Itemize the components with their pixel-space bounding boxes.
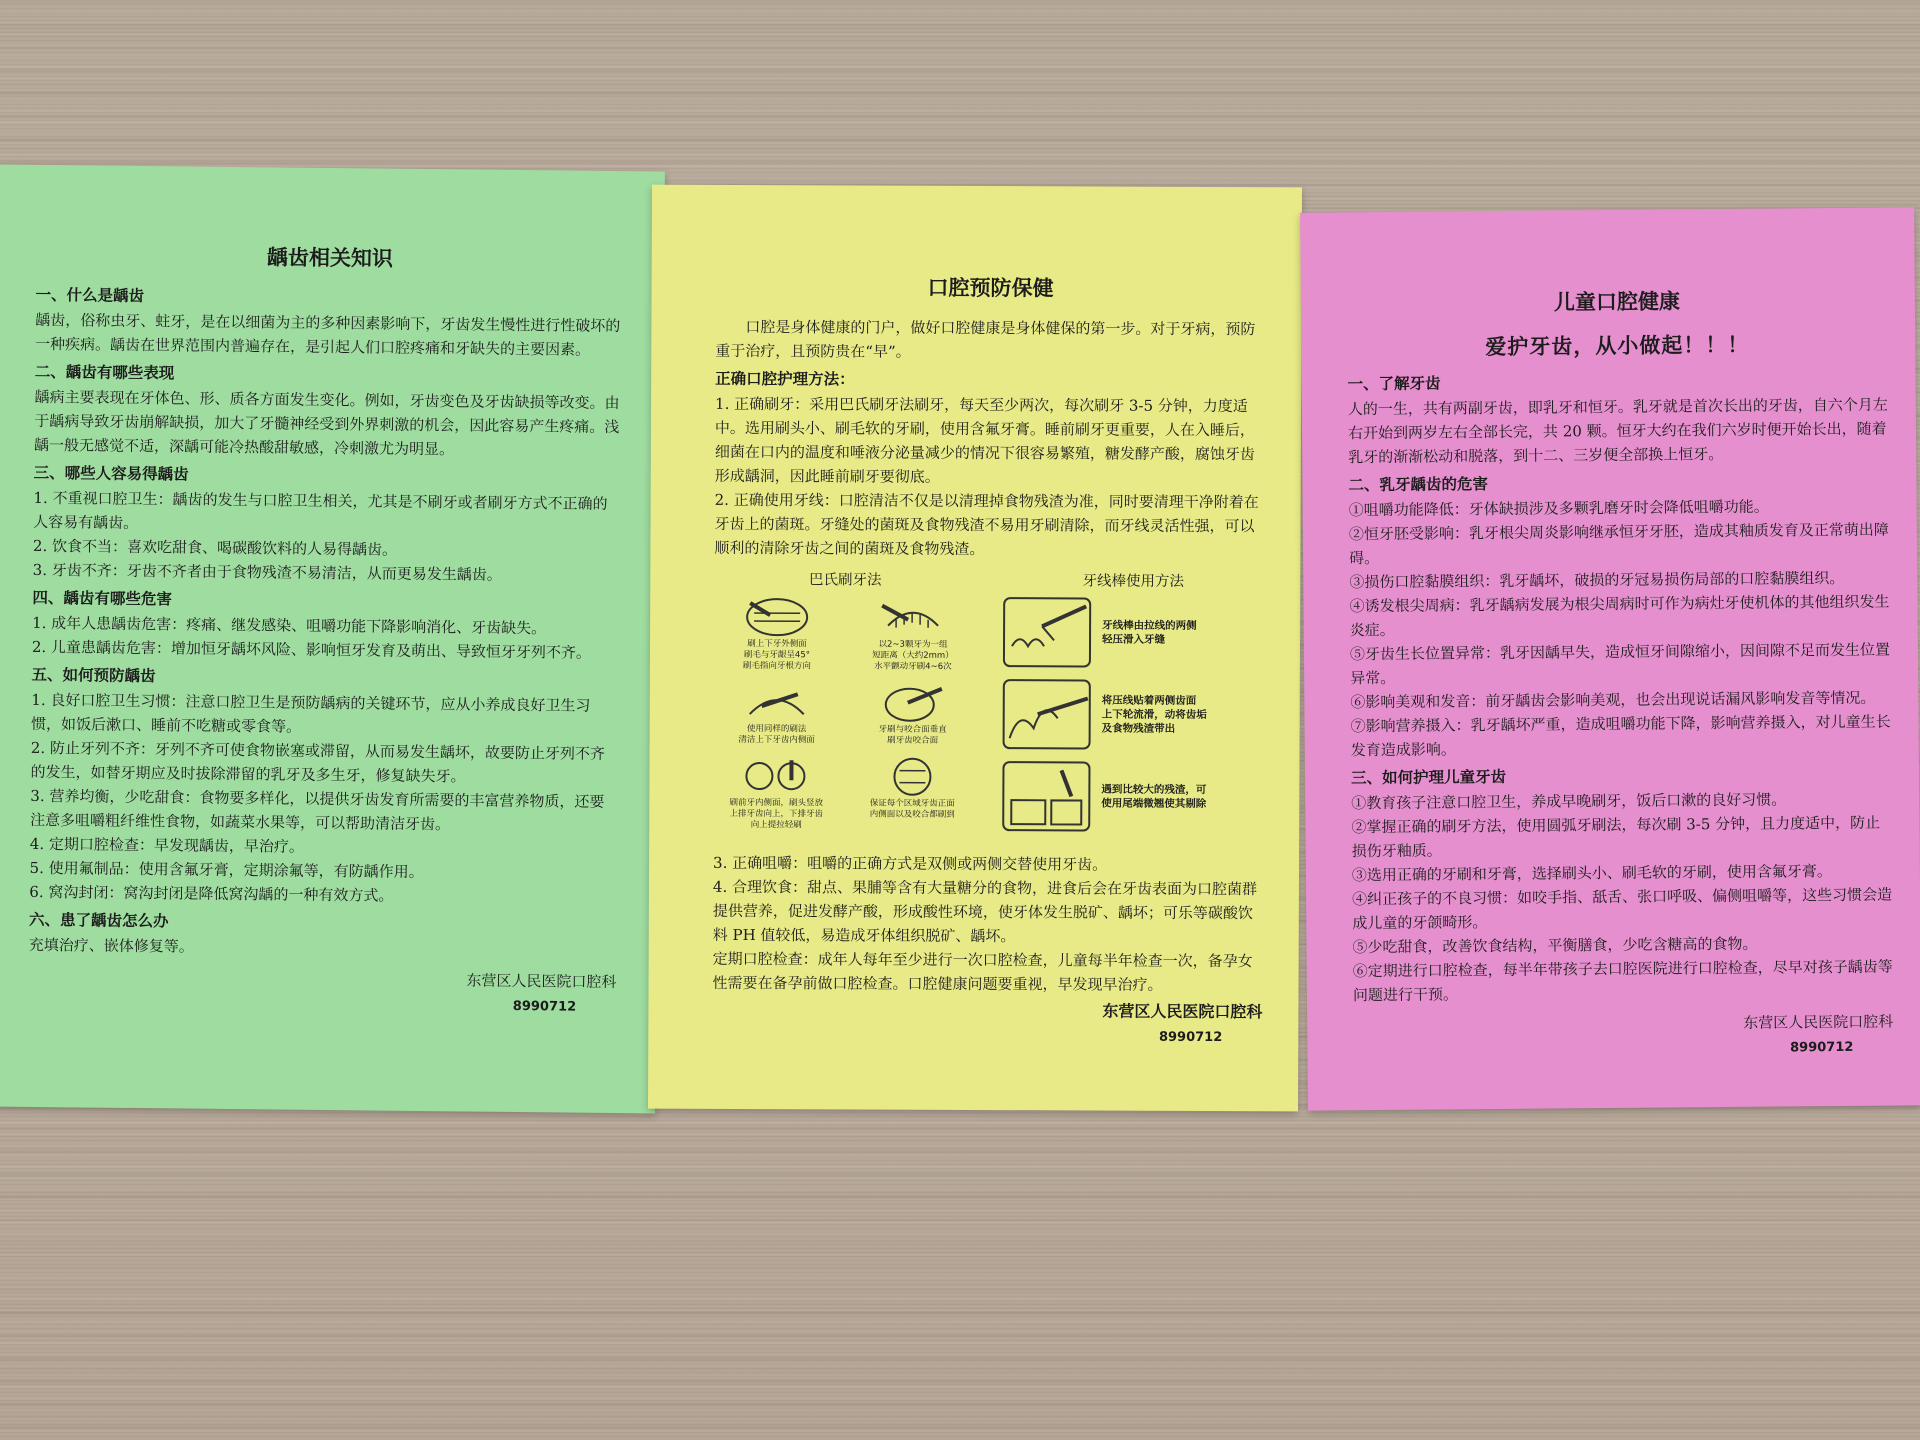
yellow-leaflet	[648, 185, 1302, 1112]
floss-pick-illustration	[1001, 569, 1264, 843]
list-item: ④诱发根尖周病：乳牙龋病发展为根尖周病时可作为病灶牙使机体的其他组织发生炎症。	[1349, 592, 1890, 640]
list-item: 1. 良好口腔卫生习惯：注意口腔卫生是预防龋病的关键环节，应从小养成良好卫生习惯，如饭后漱口、睡前不吃糖或零食等。	[31, 690, 591, 736]
section-heading: 二、龋齿有哪些表现	[34, 361, 175, 383]
leaflet-footer	[28, 963, 617, 1021]
list-item: ⑦影响营养摄入：乳牙龋坏严重，造成咀嚼功能下降，影响营养摄入，对儿童生长发育造成影响。	[1350, 712, 1891, 760]
list-item: 2. 正确使用牙线：口腔清洁不仅是以清理掉食物残渣为准，同时要清理干净附着在牙齿上的菌斑。牙缝处的菌斑及食物残渣不易用牙刷清除，而牙线灵活性强，可以顺利的清除牙齿之间的菌斑及食物残渣。	[714, 490, 1259, 559]
phone-number: 8990712	[512, 998, 577, 1015]
section-heading: 六、患了龋齿怎么办	[28, 909, 169, 931]
intro-text: 口腔是身体健康的门户，做好口腔健康是身体健保的第一步。对于牙病，预防重于治疗，且预防贵在“早”。	[715, 317, 1256, 361]
brushing-step	[714, 680, 840, 747]
section-heading: 一、什么是龋齿	[35, 284, 145, 306]
list-item: 2. 儿童患龋齿危害：增加恒牙龋坏风险、影响恒牙发育及萌出、导致恒牙牙列不齐。	[31, 637, 592, 662]
step-caption: 遇到比较大的残渣，可 使用尾端微翘使其剔除	[1101, 783, 1207, 811]
list-item: 2. 饮食不当：喜欢吃甜食、喝碳酸饮料的人易得龋齿。	[32, 536, 398, 559]
phone-number: 8990712	[1158, 1029, 1223, 1046]
list-item: ①教育孩子注意口腔卫生，养成早晚刷牙，饭后口漱的良好习惯。	[1351, 790, 1787, 813]
teeth-brush-icon	[741, 754, 811, 798]
leaflet-title: 儿童口腔健康	[1553, 288, 1680, 315]
floss-step	[1001, 760, 1263, 833]
list-item: ③选用正确的牙刷和牙膏，选择刷头小、刷毛软的牙刷，使用含氟牙膏。	[1351, 862, 1832, 885]
section-text: 充填治疗、嵌体修复等。	[28, 935, 194, 956]
list-item: 6. 窝沟封闭：窝沟封闭是降低窝沟龋的一种有效方式。	[29, 882, 394, 905]
list-item: ①咀嚼功能降低：牙体缺损涉及多颗乳磨牙时会降低咀嚼功能。	[1348, 497, 1769, 520]
floss-pick-icon	[1002, 596, 1092, 668]
teeth-brush-icon	[878, 596, 948, 640]
list-item: 2. 防止牙列不齐：牙列不齐可使食物嵌塞或滞留，从而易发生龋坏，故要防止牙列不齐的发生，如替牙期应及时拔除滞留的乳牙及多生牙，修复缺失牙。	[30, 738, 605, 786]
floss-pick-icon	[1002, 678, 1092, 750]
brushing-step	[850, 595, 976, 673]
section-text: 龋齿，俗称虫牙、蛀牙，是在以细菌为主的多种因素影响下，牙齿发生慢性进行性破坏的一种疾病。龋齿在世界范围内普遍存在，是引起人们口腔疼痛和牙缺失的主要因素。	[34, 310, 621, 359]
teeth-brush-icon	[742, 595, 812, 639]
pink-leaflet	[1300, 207, 1920, 1110]
brushing-step	[849, 754, 975, 832]
section-heading: 二、乳牙龋齿的危害	[1348, 474, 1489, 495]
step-caption: 使用同样的刷法 清洁上下牙齿内侧面	[738, 724, 815, 746]
section-heading: 一、了解牙齿	[1347, 373, 1441, 394]
list-item: 4. 合理饮食：甜点、果脯等含有大量糖分的食物，进食后会在牙齿表面为口腔菌群提供营养，促进发酵产酸，形成酸性环境，使牙体发生脱矿、龋坏；可乐等碳酸饮料 PH 值较低，易造成牙体组织脱矿、龋坏。	[712, 877, 1258, 946]
list-item: ⑥影响美观和发音：前牙龋齿会影响美观，也会出现说话漏风影响发音等情况。	[1350, 688, 1876, 712]
list-item: ⑥定期进行口腔检查，每半年带孩子去口腔医院进行口腔检查，尽早对孩子龋齿等问题进行干预。	[1352, 957, 1893, 1005]
list-item: 3. 营养均衡，少吃甜食：食物要多样化，以提供牙齿发育所需要的丰富营养物质，还要注意多咀嚼粗纤维性食物，如蔬菜水果等，可以帮助清洁牙齿。	[29, 786, 605, 834]
step-caption: 将压线贴着两侧齿面 上下轮流滑，动将齿垢 及食物残渣带出	[1101, 694, 1207, 735]
illustration-heading: 巴氏刷牙法	[809, 572, 882, 589]
section-heading: 正确口腔护理方法：	[715, 368, 855, 389]
list-item: 3. 牙齿不齐：牙齿不齐者由于食物残渣不易清洁，从而更易发生龋齿。	[32, 560, 502, 584]
teeth-brush-icon	[878, 681, 948, 725]
section-heading: 三、哪些人容易得龋齿	[33, 462, 189, 484]
green-leaflet	[0, 165, 665, 1114]
section-text: 人的一生，共有两副牙齿，即乳牙和恒牙。乳牙就是首次长出的牙齿，自六个月左右开始到两岁左右全部长完，共 20 颗。恒牙大约在我们六岁时便开始长出，随着乳牙的渐渐松动和脱落，到十二、三岁便全部换上恒牙。	[1347, 395, 1888, 467]
leaflet-title: 口腔预防保健	[927, 274, 1054, 301]
hospital-name: 东营区人民医院口腔科	[1102, 1001, 1263, 1022]
list-item: 5. 使用氟制品：使用含氟牙膏，定期涂氟等，有防龋作用。	[29, 858, 424, 882]
floss-pick-icon	[1001, 760, 1091, 832]
illustration-heading: 牙线棒使用方法	[1082, 573, 1185, 590]
hospital-name: 东营区人民医院口腔科	[466, 971, 617, 992]
hospital-name: 东营区人民医院口腔科	[1743, 1012, 1894, 1032]
section-text: 龋病主要表现在牙体色、形、质各方面发生变化。例如，牙齿变色及牙齿缺损等改变。由于龋病导致牙齿崩解缺损，加大了牙髓神经受到外界刺激的机会，因此容易产生疼痛。浅龋一般无感觉不适，深龋可能冷热酸甜敏感，冷刺激尤为明显。	[33, 387, 620, 459]
list-item: 1. 成年人患龋齿危害：疼痛、继发感染、咀嚼功能下降影响消化、牙齿缺失。	[32, 613, 547, 638]
list-item: ③损伤口腔黏膜组织：乳牙龋坏，破损的牙冠易损伤局部的口腔黏膜组织。	[1349, 568, 1845, 592]
section-heading: 三、如何护理儿童牙齿	[1350, 766, 1507, 788]
step-caption: 刷前牙内侧面，刷头竖放 上排牙齿向上，下排牙齿 向上提拉轻刷	[729, 797, 824, 831]
list-item: ②恒牙胚受影响：乳牙根尖周炎影响继承恒牙牙胚，造成其釉质发育及正常萌出障碍。	[1348, 520, 1889, 568]
floss-step	[1002, 596, 1264, 669]
list-item: ⑤牙齿生长位置异常：乳牙因龋早失，造成恒牙间隙缩小，因间隙不足而发生位置异常。	[1349, 640, 1891, 688]
list-item: ⑤少吃甜食，改善饮食结构，平衡膳食，少吃含糖高的食物。	[1352, 934, 1758, 957]
illustration-panel	[713, 568, 1264, 843]
section-heading: 四、龋齿有哪些危害	[32, 587, 173, 609]
list-item: 1. 正确刷牙：采用巴氏刷牙法刷牙，每天至少两次，每次刷牙 3-5 分钟，力度适中。选用刷头小、刷毛软的牙刷，使用含氟牙膏。睡前刷牙更重要，人在入睡后，细菌在口内的温度和唾液分泌量减少的情况下很容易繁殖，糖发酵产酸，腐蚀牙齿形成龋洞，因此睡前刷牙要彻底。	[714, 394, 1256, 486]
list-item: 3. 正确咀嚼：咀嚼的正确方式是双侧或两侧交替使用牙齿。	[713, 853, 1108, 874]
brushing-step	[850, 680, 976, 747]
brushing-step	[714, 595, 840, 673]
teeth-brush-icon	[742, 680, 812, 724]
section-heading: 五、如何预防龋齿	[31, 664, 156, 686]
list-item: ②掌握正确的刷牙方法，使用圆弧牙刷法，每次刷 3-5 分钟，且力度适中，防止损伤牙釉质。	[1351, 813, 1881, 861]
floss-step	[1002, 678, 1264, 751]
step-caption: 保证每个区域牙齿正面 内侧面以及咬合都刷到	[869, 798, 955, 820]
teeth-brush-icon	[877, 755, 947, 799]
list-item: ④纠正孩子的不良习惯：如咬手指、舐舌、张口呼吸、偏侧咀嚼等，这些习惯会造成儿童的牙颌畸形。	[1352, 885, 1893, 933]
checkup-text: 定期口腔检查：成年人每年至少进行一次口腔检查，儿童每半年检查一次，备孕女性需要在备孕前做口腔检查。口腔健康问题要重视，早发现早治疗。	[712, 949, 1253, 994]
leaflet-footer	[712, 997, 1262, 1051]
leaflet-footer	[1353, 1009, 1893, 1066]
step-caption: 牙线棒由拉线的两侧 轻压滑入牙缝	[1102, 619, 1197, 646]
leaflet-subtitle: 爱护牙齿，从小做起！！！	[1485, 331, 1750, 360]
bass-brushing-illustration	[713, 568, 976, 842]
brushing-step	[713, 754, 839, 832]
phone-number: 8990712	[1790, 1039, 1854, 1056]
step-caption: 牙刷与咬合面垂直 刷牙齿咬合面	[878, 724, 947, 746]
leaflet-title: 龋齿相关知识	[266, 244, 394, 271]
list-item: 4. 定期口腔检查：早发现龋齿，早治疗。	[29, 834, 305, 856]
list-item: 1. 不重视口腔卫生：龋齿的发生与口腔卫生相关，尤其是不刷牙或者刷牙方式不正确的人容易有龋齿。	[33, 488, 608, 533]
step-caption: 刷上下牙外侧面 刷毛与牙龈呈45° 刷毛指向牙根方向	[742, 639, 811, 672]
step-caption: 以2~3颗牙为一组 短距离（大约2mm） 水平颤动牙刷4~6次	[872, 639, 954, 672]
